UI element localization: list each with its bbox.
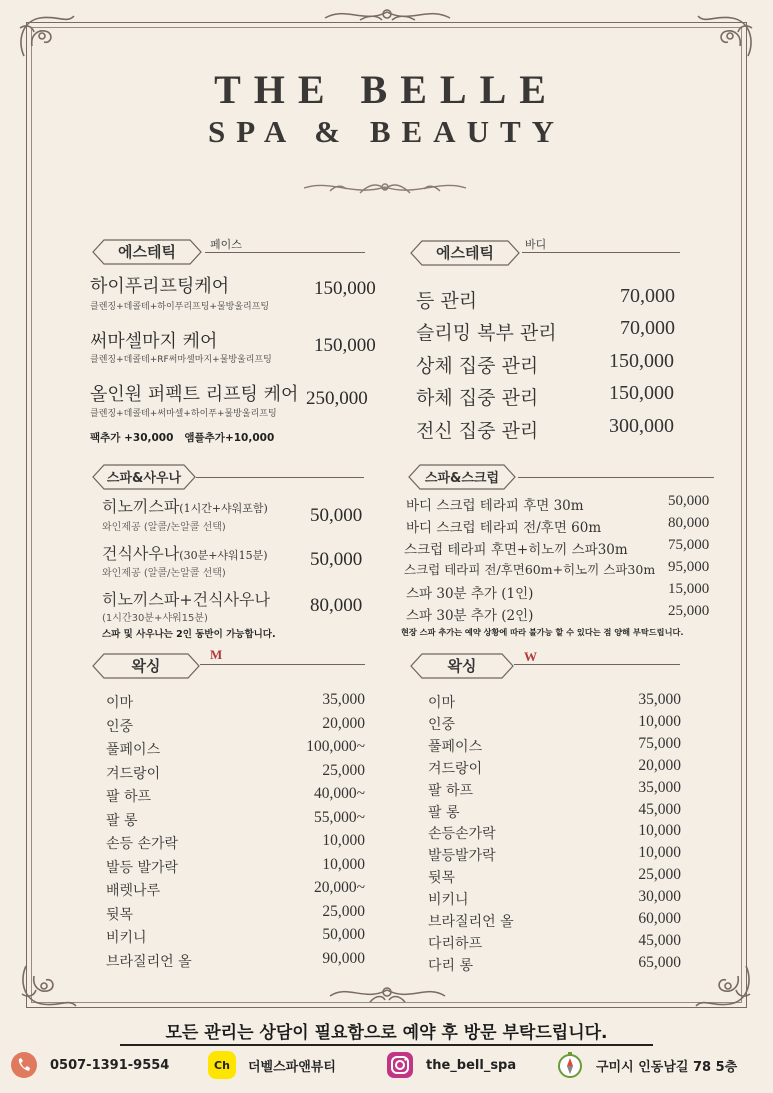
- waxing-item-name: 팔 하프: [428, 782, 474, 799]
- brand-tagline: SPA & BEAUTY: [207, 114, 566, 149]
- corner-ornament-top-right-icon: [690, 6, 760, 66]
- scrub-item-price: 15,000: [668, 581, 710, 597]
- top-center-ornament-icon: [320, 4, 455, 26]
- scrub-item-price: 80,000: [668, 515, 710, 531]
- section-sublabel-body: 바디: [525, 238, 547, 251]
- section-label-waxing-w: 왁싱: [410, 653, 514, 679]
- waxing-item-price: 50,000: [322, 926, 365, 943]
- waxing-item-name: 다리하프: [428, 935, 483, 952]
- waxing-item-price: 45,000: [638, 931, 681, 949]
- face-item-price: 250,000: [306, 388, 368, 409]
- title-divider-ornament-icon: [300, 175, 470, 201]
- waxing-item-price: 25,000: [322, 902, 365, 920]
- waxing-item-price: 10,000: [638, 712, 681, 730]
- corner-ornament-top-left-icon: [12, 6, 82, 66]
- section-divider: [514, 664, 680, 665]
- waxing-item-price: 35,000: [322, 691, 365, 708]
- spa-scrub-note: 현장 스파 추가는 예약 상황에 따라 불가능 할 수 있다는 점 양해 부탁드립니다.: [401, 627, 684, 637]
- waxing-item-price: 90,000: [322, 949, 365, 967]
- waxing-item-name: 팔 하프: [106, 789, 152, 805]
- compass-icon: [556, 1051, 584, 1079]
- body-item-name: 전신 집중 관리: [416, 420, 539, 442]
- section-divider: [205, 252, 365, 253]
- scrub-item-name: 스크럽 테라피 후면+히노끼 스파30m: [404, 542, 628, 558]
- scrub-item-name: 바디 스크럽 테라피 전/후면 60m: [406, 520, 602, 536]
- waxing-item-price: 75,000: [638, 734, 681, 752]
- scrub-item-name: 스파 30분 추가 (2인): [406, 608, 534, 624]
- waxing-item-price: 65,000: [638, 953, 681, 971]
- instagram-handle: the_bell_spa: [426, 1057, 517, 1073]
- scrub-item-price: 95,000: [668, 559, 710, 575]
- face-item-price: 150,000: [314, 278, 376, 299]
- kakao-channel-icon: Ch: [208, 1051, 236, 1079]
- face-item-desc: 클렌징+데콜테+써마셀+하이푸+물방울리프팅: [90, 409, 277, 419]
- section-divider: [200, 664, 365, 665]
- face-item-name: 써마셀마지 케어: [90, 331, 218, 352]
- section-label-waxing-m: 왁싱: [92, 653, 200, 679]
- waxing-item-name: 손등손가락: [428, 826, 496, 843]
- body-item-price: 70,000: [620, 285, 675, 307]
- waxing-item-price: 10,000: [322, 832, 365, 849]
- brand-name: THE BELLE: [214, 67, 559, 112]
- scrub-item-price: 50,000: [668, 493, 710, 509]
- face-item-name: 올인원 퍼펙트 리프팅 케어: [90, 384, 299, 405]
- waxing-item-name: 인중: [106, 718, 134, 735]
- waxing-item-name: 풀페이스: [428, 738, 483, 755]
- face-item-desc: 클렌징+데콜테+하이푸리프팅+물방울리프팅: [90, 302, 270, 312]
- scrub-item-name: 바디 스크럽 테라피 후면 30m: [406, 498, 584, 514]
- body-item-price: 150,000: [609, 382, 674, 404]
- corner-ornament-bottom-right-icon: [688, 946, 758, 1016]
- waxing-item-name: 인중: [428, 716, 456, 733]
- contact-phone[interactable]: [10, 1050, 169, 1080]
- waxing-item-name: 이마: [428, 695, 456, 711]
- waxing-item-name: 겨드랑이: [428, 760, 483, 777]
- waxing-item-name: 이마: [106, 695, 134, 711]
- waxing-item-price: 10,000: [638, 822, 681, 840]
- waxing-item-name: 팔 롱: [106, 812, 138, 829]
- waxing-item-price: 35,000: [638, 691, 681, 708]
- booking-notice: 모든 관리는 상담이 필요함으로 예약 후 방문 부탁드립니다.: [165, 1023, 608, 1043]
- section-sublabel-m: M: [210, 647, 223, 662]
- section-divider: [522, 252, 680, 253]
- waxing-item-name: 발등발가락: [428, 848, 496, 865]
- waxing-item-name: 발등 발가락: [106, 859, 179, 876]
- waxing-item-name: 뒷목: [428, 870, 456, 887]
- face-addon-note: 팩추가 +30,000 앰플추가+10,000: [90, 432, 275, 444]
- scrub-item-name: 스파 30분 추가 (1인): [406, 586, 534, 602]
- section-label-spa-scrub: 스파&스크럽: [408, 464, 516, 490]
- section-label-esthetic-body: 에스테틱: [410, 240, 520, 266]
- waxing-item-name: 뒷목: [106, 906, 134, 923]
- waxing-item-price: 40,000~: [313, 785, 365, 802]
- spa-sauna-note: 스파 및 사우나는 2인 동반이 가능합니다.: [102, 629, 276, 640]
- waxing-item-price: 45,000: [638, 800, 681, 818]
- spa-item-desc: 와인제공 (알콜/논알콜 선택): [102, 568, 226, 579]
- waxing-item-name: 브라질리언 올: [106, 953, 192, 970]
- notice-underline: [120, 1044, 653, 1046]
- face-item-price: 150,000: [314, 335, 376, 356]
- waxing-item-name: 다리 롱: [428, 957, 474, 974]
- bottom-center-ornament-icon: [325, 980, 450, 1006]
- instagram-icon: [386, 1051, 414, 1079]
- scrub-item-price: 75,000: [668, 537, 710, 553]
- spa-item-name: 건식사우나(30분+샤워15분): [102, 544, 268, 563]
- section-divider: [518, 477, 714, 478]
- body-item-name: 등 관리: [416, 290, 478, 312]
- body-item-name: 슬리밍 복부 관리: [416, 322, 557, 344]
- waxing-item-price: 55,000~: [313, 808, 365, 826]
- contact-kakao[interactable]: [208, 1050, 336, 1080]
- waxing-item-price: 20,000~: [313, 879, 365, 896]
- waxing-item-name: 손등 손가락: [106, 836, 179, 852]
- corner-ornament-bottom-left-icon: [14, 946, 84, 1016]
- spa-item-price: 50,000: [310, 505, 363, 526]
- waxing-item-name: 비키니: [106, 930, 147, 946]
- waxing-item-name: 비키니: [428, 892, 469, 909]
- scrub-item-name: 스크럽 테라피 전/후면60m+히노끼 스파30m: [404, 562, 656, 577]
- waxing-item-price: 35,000: [638, 778, 681, 796]
- scrub-item-price: 25,000: [668, 603, 710, 619]
- section-divider: [196, 477, 364, 478]
- section-label-esthetic-face: 에스테틱: [92, 239, 202, 265]
- waxing-item-price: 30,000: [638, 888, 681, 906]
- contact-address[interactable]: [556, 1050, 737, 1080]
- spa-item-price: 80,000: [310, 595, 363, 616]
- waxing-item-name: 배렛나루: [106, 883, 161, 899]
- section-sublabel-face: 페이스: [210, 238, 242, 251]
- face-item-desc: 클렌징+데콜테+RF써마셀마지+물방울리프팅: [90, 355, 272, 365]
- waxing-item-name: 팔 롱: [428, 804, 460, 821]
- body-item-name: 하체 집중 관리: [416, 387, 539, 409]
- waxing-item-name: 풀페이스: [106, 742, 161, 758]
- body-item-price: 150,000: [609, 350, 674, 372]
- spa-item-price: 50,000: [310, 549, 363, 570]
- waxing-item-price: 25,000: [638, 866, 681, 884]
- phone-icon: [10, 1051, 38, 1079]
- address-text: 구미시 인동남길 78 5층: [596, 1059, 738, 1075]
- waxing-item-price: 10,000: [322, 855, 365, 873]
- body-item-price: 70,000: [620, 317, 675, 339]
- phone-number: 0507-1391-9554: [50, 1057, 170, 1073]
- waxing-item-price: 10,000: [638, 844, 681, 862]
- spa-item-desc: 와인제공 (알콜/논알콜 선택): [102, 522, 226, 533]
- section-label-spa-sauna: 스파&사우나: [92, 464, 196, 490]
- kakao-channel-name: 더벨스파앤뷰티: [248, 1059, 336, 1075]
- body-item-name: 상체 집중 관리: [416, 355, 539, 377]
- contact-instagram[interactable]: [386, 1050, 516, 1080]
- spa-item-desc: (1시간30분+샤워15분): [102, 613, 208, 624]
- waxing-item-price: 20,000: [638, 756, 681, 774]
- spa-item-name: 히노끼스파+건식사우나: [102, 590, 270, 609]
- waxing-item-price: 25,000: [322, 761, 365, 779]
- waxing-item-name: 겨드랑이: [106, 765, 161, 782]
- section-sublabel-w: W: [524, 649, 537, 664]
- waxing-item-price: 60,000: [638, 910, 681, 927]
- face-item-name: 하이푸리프팅케어: [90, 276, 230, 297]
- body-item-price: 300,000: [609, 415, 674, 437]
- waxing-item-price: 100,000~: [306, 738, 365, 755]
- waxing-item-price: 20,000: [322, 714, 365, 732]
- waxing-item-name: 브라질리언 올: [428, 914, 514, 930]
- spa-item-name: 히노끼스파(1시간+샤워포함): [102, 497, 268, 516]
